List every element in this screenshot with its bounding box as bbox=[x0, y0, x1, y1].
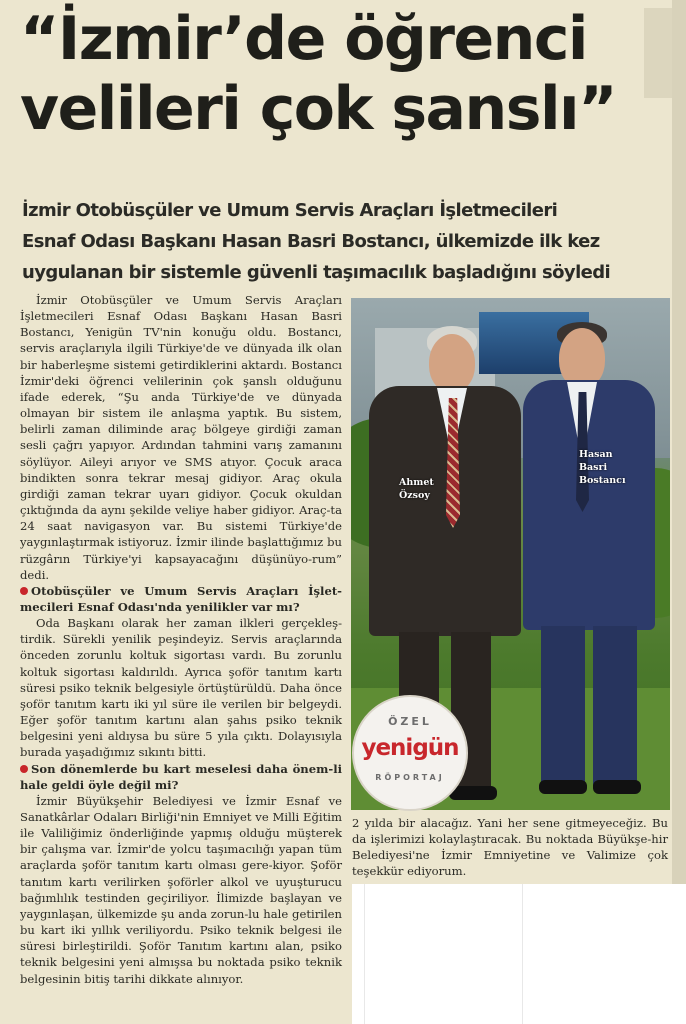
question-2 bbox=[20, 761, 342, 793]
name-left-first: Ahmet bbox=[399, 477, 434, 488]
face bbox=[559, 328, 605, 388]
question-1-text: Otobüsçüler ve Umum Servis Araçları İşlet-mecileri Esnaf Odası'nda yenilikler var mı? bbox=[20, 583, 342, 614]
trouser-leg bbox=[593, 626, 637, 786]
paragraph-intro: İzmir Otobüsçüler ve Umum Servis Araçları İşletmecileri Esnaf Odası Başkanı Hasan Basri Bostancı, Yenigün TV'nin konuğu oldu. Bostancı, servis araçlarıyla ilgili Türkiye'de ve dünyada ilk olan bir haberleşme sistemi getirdiklerini aktardı. Bostancı İzmir'deki öğrenci velilerinin çok şanslı olduğunu ifade ederek, “Şu anda Türkiye'de ve dünyada olmayan bir sistem ile anlaşma yaptık. Bu sistem, belirli zaman diliminde araç bölgeye girdiği zaman sesli çağrı yapıyor. Ardından tahmini varış zamanını söylüyor. Aileyi arıyor ve SMS atıyor. Çocuk araca bindikten sonra tekrar mesaj gidiyor. Araç okula girdiği zaman tekrar uyarı gidiyor. Çocuk okuldan çıktığında da aynı şekilde veliye haber gidiyor. Araç-ta 24 saat navigasyon var. Bu sistemi Türkiye'de yaygınlaştırmak istiyoruz. İzmir ilinde başlattığımız bu rüzgârın Türkiye'yi kapsayacağını düşünüyo-rum” dedi. bbox=[20, 293, 342, 582]
shoe bbox=[593, 780, 641, 794]
badge-bottom-text: RÖPORTAJ bbox=[375, 773, 445, 782]
red-bullet-icon bbox=[20, 765, 28, 773]
article-body bbox=[20, 292, 342, 987]
answer-2: İzmir Büyükşehir Belediyesi ve İzmir Esnaf ve Sanatkârlar Odaları Birliği'nin Emniyet ve Milli Eğitim ile Valiliğimiz önderliğinde yapmış olduğu müşterek bir çalışma var. İzmir'de yolcu taşımacılığı yapan tüm araçlarda şoför tanıtım kartı olması gere-kiyor. Şoför tanıtım kartı verilirken şoförler alkol ve uyuşturucu bağımlılık testinden geçiriliyor. İlimizde başlayan ve yaygınlaşan, ülkemizde şu anda zorun-lu hale getirilen bu kart iki yıllık veriliyordu. Psiko teknik belgesi ile süresi birleştirildi. Şoför Tanıtım kartını alan, psiko teknik belgesini yeni almışsa bu noktada psiko teknik belgesinin bitiş tarihi dikkate alınıyor. bbox=[20, 793, 342, 986]
subheadline-line-2: Esnaf Odası Başkanı Hasan Basri Bostancı, ülkemizde ilk kez bbox=[22, 231, 600, 252]
headline-line-1: “İzmir’de öğrenci bbox=[20, 4, 587, 74]
subheadline-line-3: uygulanan bir sistemle güvenli taşımacılık başladığını söyledi bbox=[22, 262, 611, 283]
red-bullet-icon bbox=[20, 587, 28, 595]
faint-rule bbox=[364, 884, 365, 1024]
photo-caption-text bbox=[352, 815, 668, 879]
shoe bbox=[539, 780, 587, 794]
question-1 bbox=[20, 583, 342, 615]
headline bbox=[20, 4, 675, 144]
person-right bbox=[523, 322, 663, 802]
name-right-last: Bostancı bbox=[579, 475, 626, 486]
answer-1: Oda Başkanı olarak her zaman ilkleri gerçekleş-tirdik. Sürekli yenilik peşindeyiz. Servis araçlarında önceden zorunlu koltuk sigortası vardı. Bu zorunlu koltuk sigortası kaldırıldı. Ayrıca şoför tanıtım kartı süresi psiko teknik belgesiyle örtüştürüldü. Daha önce şoför tanıtım kartı iki yıl süre ile verilen bir belgeydi. Eğer şoför tanıtım kartını alan şahıs psiko teknik belgesini yeni aldıysa bu süre 5 yıla çıktı. Dolayısıyla burada yaşadığımız sıkıntı bitti. bbox=[20, 616, 342, 760]
name-label-left bbox=[399, 476, 434, 502]
subheadline-line-1: İzmir Otobüsçüler ve Umum Servis Araçları İşletmecileri bbox=[22, 200, 558, 221]
shoe bbox=[449, 786, 497, 800]
name-right-first: Hasan bbox=[579, 449, 613, 460]
caption-paragraph: 2 yılda bir alacağız. Yani her sene gitmeyeceğiz. Bu da işlerimizi kolaylaştıracak. Bu noktada Büyükşe-hir Belediyesi'ne İzmir Emniyetine ve Valimize çok teşekkür ediyorum. bbox=[352, 816, 668, 878]
badge-top-text: ÖZEL bbox=[388, 715, 432, 728]
yenigun-logo: yenigün bbox=[361, 735, 459, 761]
headline-line-2: velileri çok şanslı” bbox=[20, 74, 617, 144]
blank-paper-area bbox=[352, 884, 686, 1024]
name-left-last: Özsoy bbox=[399, 490, 430, 501]
subheadline bbox=[22, 195, 672, 288]
question-2-text: Son dönemlerde bu kart meselesi daha önem-li hale geldi öyle değil mi? bbox=[20, 761, 342, 792]
ozel-roportaj-badge bbox=[352, 695, 468, 811]
faint-rule bbox=[522, 884, 523, 1024]
name-label-right bbox=[579, 448, 626, 487]
face bbox=[429, 334, 475, 392]
page-edge bbox=[672, 0, 686, 1024]
trouser-leg bbox=[541, 626, 585, 786]
name-right-middle: Basri bbox=[579, 462, 608, 473]
